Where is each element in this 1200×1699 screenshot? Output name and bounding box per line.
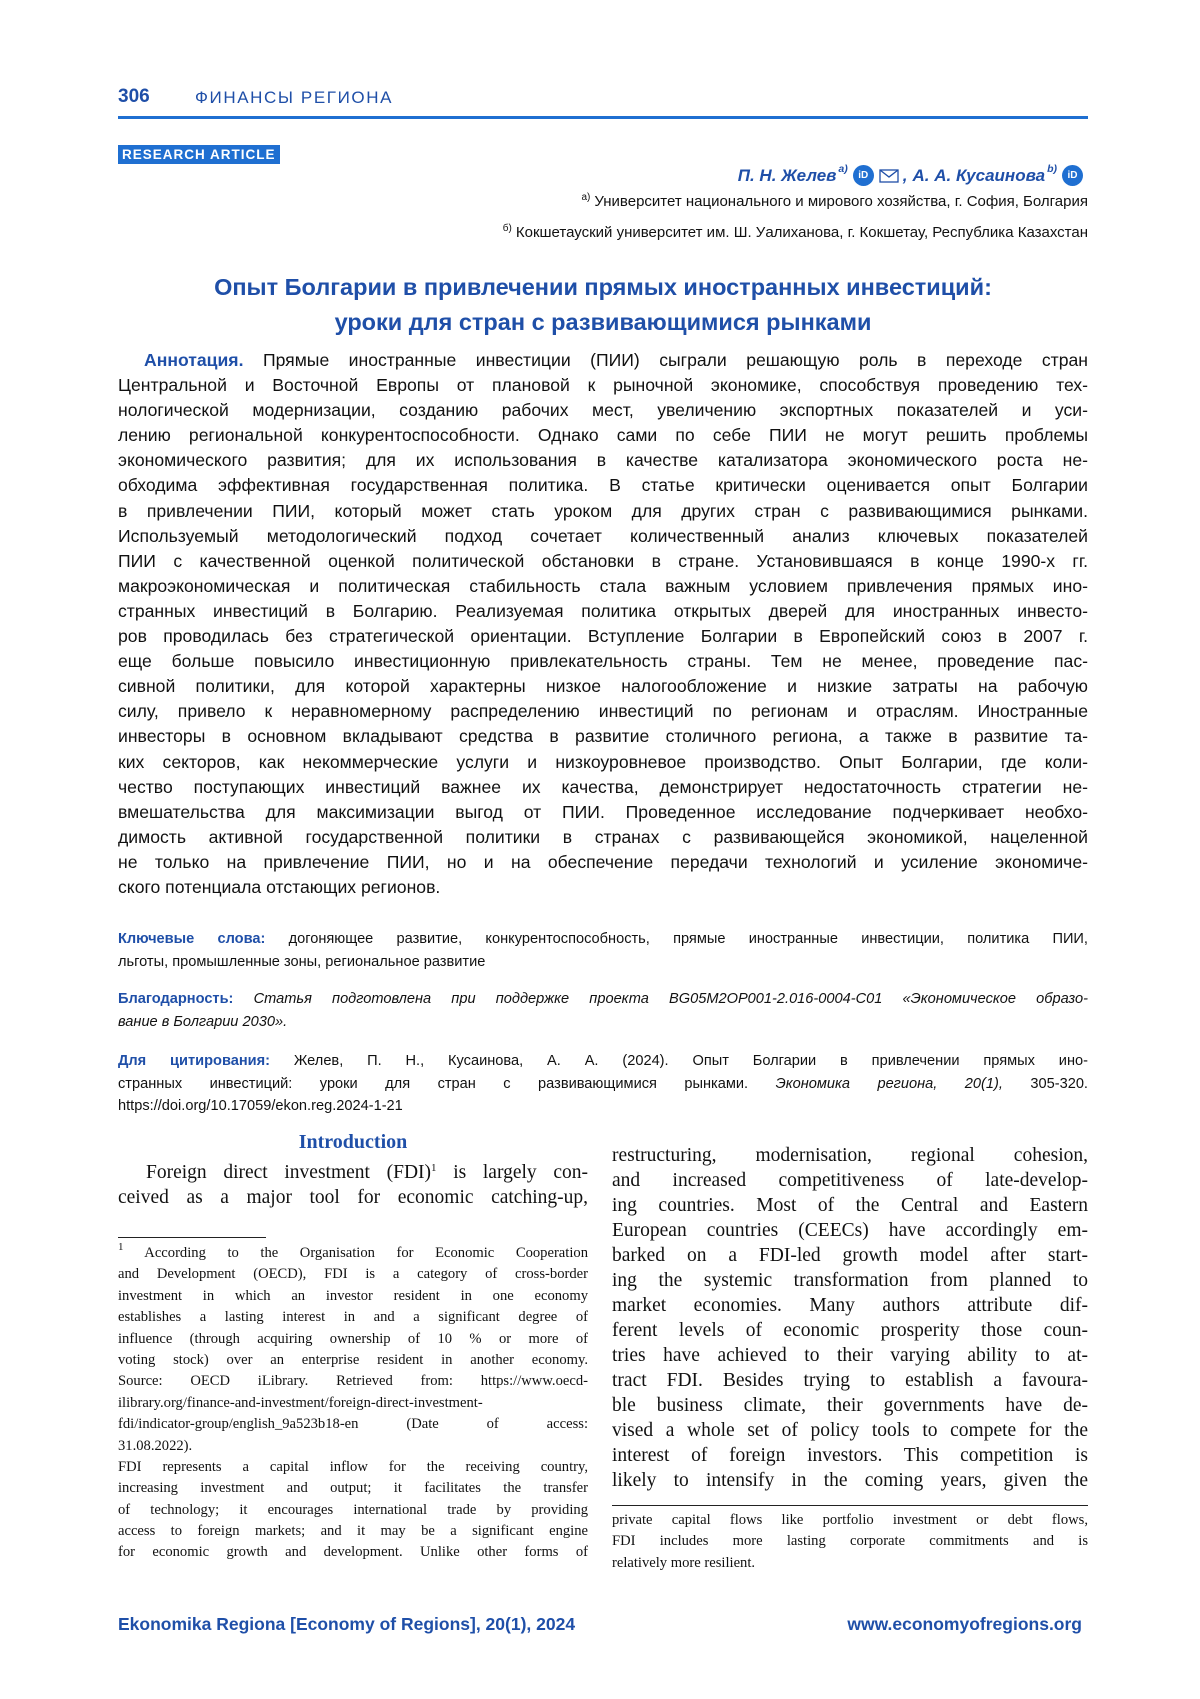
abstract-line: инвесторы в основном вкладывают средства в развитие столичного региона, а также в развитие та-	[118, 726, 1088, 747]
journal-section: ФИНАНСЫ РЕГИОНА	[195, 88, 394, 107]
article-title	[118, 270, 1088, 340]
body-line: ble business climate, their governments have de-	[612, 1395, 1088, 1416]
body-line: ing the systemic transformation from planned to	[612, 1270, 1088, 1291]
body-line: interest of foreign investors. This competition is	[612, 1445, 1088, 1466]
body-line: barked on a FDI-led growth model after start-	[612, 1245, 1088, 1266]
page-number: 306	[118, 86, 150, 107]
orcid-icon[interactable]: iD	[853, 165, 874, 186]
abstract-line: не только на привлечение ПИИ, но и на обеспечение передачи технологий и усиление экономиче-	[118, 851, 1088, 872]
footnote-number: 1	[118, 1243, 124, 1253]
orcid-icon[interactable]: iD	[1062, 165, 1083, 186]
acknowledgement-line: Благодарность: Статья подготовлена при поддержке проекта BG05M2OP001-2.016-0004-C01 «Экономическое образо-	[118, 991, 1088, 1007]
citation-label: Для цитирования:	[118, 1053, 270, 1069]
article-type-badge: RESEARCH ARTICLE	[118, 145, 280, 164]
footnote-line: FDI includes more lasting corporate commitments and is	[612, 1533, 1088, 1550]
abstract-line: ПИИ с качественной оценкой политической обстановки в стране. Установившаяся в конце 1990-х гг.	[118, 550, 1088, 571]
abstract-line: обходима эффективная государственная политика. В статье критически оценивается опыт Болгарии	[118, 475, 1088, 496]
author-separator: ,	[902, 165, 908, 185]
abstract-line: в привлечении ПИИ, который может стать уроком для других стран с развивающимися рынками.	[118, 500, 1088, 521]
affiliation-a-mark: a)	[581, 192, 591, 203]
body-line: likely to intensify in the coming years, given the	[612, 1470, 1088, 1491]
footnote-ref[interactable]: 1	[431, 1162, 437, 1174]
footnote-1	[118, 1243, 588, 1564]
body-line: tract FDI. Besides trying to establish a favoura-	[612, 1370, 1088, 1391]
keywords	[118, 928, 1088, 973]
footnote-line: ilibrary.org/finance-and-investment/foreign-direct-investment-	[118, 1394, 483, 1411]
footnote-1-continued	[612, 1510, 1088, 1574]
body-text-left	[118, 1160, 588, 1210]
footnote-rule	[612, 1505, 1088, 1506]
footnote-line: of technology; it encourages international trade by providing	[118, 1501, 588, 1518]
body-line: and increased competitiveness of late-develop-	[612, 1170, 1088, 1191]
citation-line: странных инвестиций: уроки для стран с развивающимися рынками. Экономика региона, 20(1), 305-320.	[118, 1075, 1088, 1092]
footnote-line: Source: OECD iLibrary. Retrieved from: https://www.oecd-	[118, 1373, 588, 1390]
acknowledgement-label: Благодарность:	[118, 991, 234, 1007]
abstract-line: ких секторов, как некоммерческие услуги и низкоуровневое производство. Опыт Болгарии, где коли-	[118, 751, 1088, 772]
abstract-line: ров проводилась без стратегической ориентации. Вступление Болгарии в Европейский союз в 2007 г.	[118, 626, 1088, 647]
abstract-line: макроэкономическая и политическая стабильность стала важным условием привлечения прямых ино-	[118, 575, 1088, 596]
abstract-line: Используемый методологический подход сочетает количественный анализ ключевых показателей	[118, 525, 1088, 546]
footnote-line: for economic growth and development. Unlike other forms of	[118, 1544, 588, 1561]
footnote-line: private capital flows like portfolio investment or debt flows,	[612, 1512, 1088, 1528]
abstract-line: Центральной и Восточной Европы от плановой к рыночной экономике, способствуя проведению тех-	[118, 375, 1088, 396]
body-line: restructuring, modernisation, regional cohesion,	[612, 1145, 1088, 1166]
body-line: European countries (CEECs) have accordingly em-	[612, 1220, 1088, 1241]
footnote-line: investment in which an investor resident in one economy	[118, 1287, 588, 1304]
author-1: П. Н. Желев	[737, 165, 837, 185]
citation-line: Для цитирования: Желев, П. Н., Кусаинова, А. А. (2024). Опыт Болгарии в привлечении прямых ино-	[118, 1053, 1088, 1069]
abstract-line: странных инвестиций в Болгарию. Реализуемая политика открытых дверей для иностранных инвесто-	[118, 600, 1088, 621]
abstract-line: еще больше повысило инвестиционную привлекательность страны. Тем не менее, проведение пас-	[118, 651, 1088, 672]
author-1-affiliation-mark: a)	[838, 162, 848, 175]
footnote-rule	[118, 1237, 266, 1238]
body-text-right	[612, 1143, 1088, 1493]
body-line: ferent levels of economic prosperity those coun-	[612, 1320, 1088, 1341]
footnote-line: voting stock) over an enterprise resident in another economy.	[118, 1351, 588, 1368]
citation	[118, 1050, 1088, 1118]
footnote-line: and Development (OECD), FDI is a category of cross-border	[118, 1266, 588, 1283]
body-line: ing countries. Most of the Central and Eastern	[612, 1195, 1088, 1216]
keywords-label: Ключевые слова:	[118, 931, 266, 947]
abstract-line: нологической модернизации, созданию рабочих мест, увеличению экспортных показателей и уси-	[118, 400, 1088, 421]
affiliation-a-text: Университет национального и мирового хозяйства, г. София, Болгария	[594, 193, 1088, 210]
footnote-line: 31.08.2022).	[118, 1437, 193, 1454]
acknowledgement-line: вание в Болгарии 2030».	[118, 1013, 288, 1030]
author-line	[737, 162, 1088, 186]
abstract-label: Аннотация.	[144, 350, 244, 370]
footnote-line: relatively more resilient.	[612, 1554, 756, 1571]
abstract-line: лению региональной конкурентоспособности. Однако сами по себе ПИИ не могут решить проблемы	[118, 425, 1088, 446]
abstract-line: сивной политики, для которой характерны низкое налогообложение и низкие затраты на рабочую	[118, 676, 1088, 697]
affiliation-b	[503, 224, 1088, 241]
body-line: tries have achieved to their varying ability to at-	[612, 1345, 1088, 1366]
abstract-line: димость активной государственной политики в странах с развивающейся экономикой, нацеленной	[118, 826, 1088, 847]
footnote-line: access to foreign markets; and it may be a significant engine	[118, 1523, 588, 1540]
footnote-line: FDI represents a capital inflow for the receiving country,	[118, 1458, 588, 1475]
footnote-line: establishes a lasting interest in and a significant degree of	[118, 1309, 588, 1326]
affiliation-b-mark: б)	[502, 223, 512, 234]
affiliation-a	[582, 193, 1089, 210]
keywords-line: льготы, промышленные зоны, региональное развитие	[118, 953, 486, 970]
body-line: market economies. Many authors attribute dif-	[612, 1295, 1088, 1316]
header-rule	[118, 116, 1088, 119]
acknowledgement	[118, 988, 1088, 1033]
abstract-line: ского потенциала отстающих регионов.	[118, 876, 441, 897]
affiliation-b-text: Кокшетауский университет им. Ш. Уалиханова, г. Кокшетау, Республика Казахстан	[515, 224, 1088, 241]
body-line: Foreign direct investment (FDI)$^1$ is largely con-	[146, 1162, 588, 1183]
footnote-line: $^1$ According to the Organisation for Economic Cooperation	[118, 1243, 588, 1261]
body-line: vised a whole set of policy tools to compete for the	[612, 1420, 1088, 1441]
body-line: ceived as a major tool for economic catching-up,	[118, 1187, 588, 1208]
abstract	[118, 348, 1088, 900]
footer-journal: Ekonomika Regiona [Economy of Regions], 20(1), 2024	[118, 1614, 576, 1634]
title-line: уроки для стран с развивающимися рынками	[334, 309, 872, 335]
footnote-line: influence (through acquiring ownership of 10 % or more of	[118, 1330, 588, 1347]
abstract-line: чество поступающих инвестиций важнее их качества, демонстрирует недостаточность стратегии не-	[118, 776, 1088, 797]
author-2: А. А. Кусаинова	[912, 165, 1046, 185]
abstract-line: силу, привело к неравномерному распределению инвестиций по регионам и отраслям. Иностранные	[118, 701, 1088, 722]
title-line: Опыт Болгарии в привлечении прямых иностранных инвестиций:	[214, 274, 992, 300]
abstract-line: Аннотация. Прямые иностранные инвестиции (ПИИ) сыграли решающую роль в переходе стран	[144, 350, 1088, 370]
footer-website-link[interactable]: www.economyofregions.org	[847, 1614, 1082, 1634]
footnote-line: fdi/indicator-group/english_9a523b18-en (Date of access:	[118, 1416, 588, 1433]
abstract-line: экономического развития; для их использования в качестве катализатора экономического роста не-	[118, 450, 1088, 471]
doi-link[interactable]: https://doi.org/10.17059/ekon.reg.2024-1-21	[118, 1098, 403, 1114]
section-heading: Introduction	[298, 1131, 408, 1153]
author-2-affiliation-mark: b)	[1047, 162, 1057, 175]
mail-icon[interactable]	[879, 169, 899, 183]
keywords-line: Ключевые слова: догоняющее развитие, конкурентоспособность, прямые иностранные инвестиции, политика ПИИ,	[118, 931, 1088, 947]
abstract-line: вмешательства для максимизации выгод от ПИИ. Проведенное исследование подчеркивает необхо-	[118, 801, 1088, 822]
footnote-line: increasing investment and output; it facilitates the transfer	[118, 1480, 588, 1497]
